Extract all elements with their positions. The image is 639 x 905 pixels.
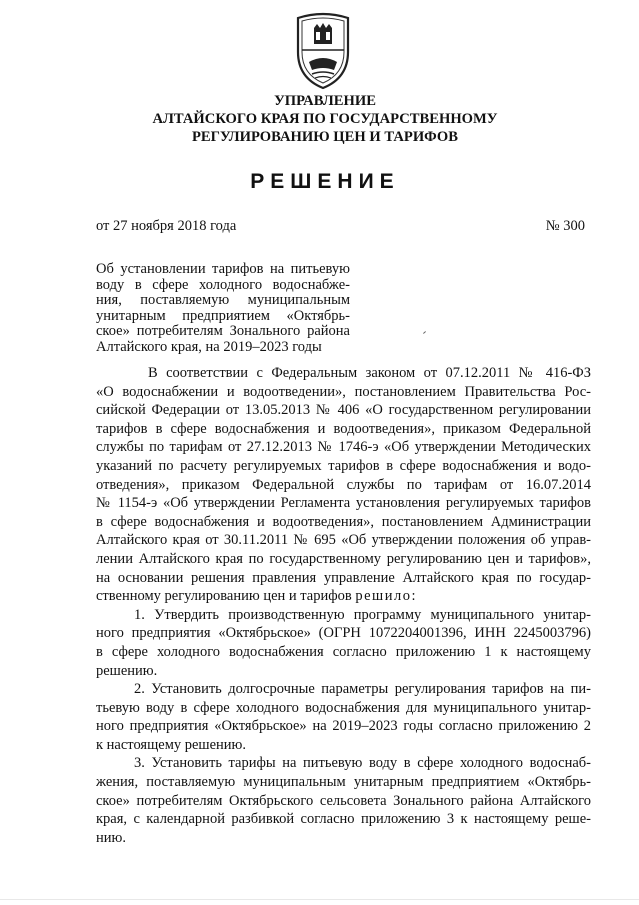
subject-line: унитарным предприятием «Октябрь- (96, 307, 350, 324)
item-1 (96, 606, 591, 680)
item-3 (96, 754, 591, 847)
subject-line: Алтайского края, на 2019–2023 годы (96, 338, 322, 355)
org-line: УПРАВЛЕНИЕ (274, 93, 376, 109)
subject-line: ния, поставляемую муниципальным (96, 292, 350, 309)
body-line: в сфере холодного водоснабжения согласно приложению 1 к настоящему (96, 643, 591, 660)
body-line: сийской Федерации от 13.05.2013 № 406 «О государственном регулировании (96, 402, 591, 419)
body-line: указаний по расчету регулируемых тарифов в сфере водоснабжения и водо- (96, 457, 591, 474)
body-line: тарифов в сфере водоснабжения и водоотведения», приказом Федеральной (96, 420, 591, 437)
preamble (96, 364, 591, 606)
body-line: края, с календарной разбивкой согласно приложению 3 к настоящему реше- (96, 811, 591, 828)
body-line: 2. Установить долгосрочные параметры регулирования тарифов на пи- (134, 681, 591, 698)
coat-of-arms-icon (290, 12, 356, 90)
subject-line: воду в сфере холодного водоснабже- (96, 276, 350, 293)
org-line: АЛТАЙСКОГО КРАЯ ПО ГОСУДАРСТВЕННОМУ (152, 111, 498, 127)
organization-name (60, 92, 590, 146)
document-body (96, 364, 591, 847)
document-subject (96, 262, 350, 356)
subject-line: Об установлении тарифов на питьевую (96, 261, 350, 277)
body-line: жения, поставляемую муниципальным унитарным предприятием «Октябрь- (96, 774, 591, 791)
body-line: 3. Установить тарифы на питьевую воду в сфере холодного водоснаб- (134, 755, 591, 772)
org-line: РЕГУЛИРОВАНИЮ ЦЕН И ТАРИФОВ (192, 129, 458, 145)
scan-mark (423, 331, 426, 334)
body-line: службы по тарифам от 27.12.2013 № 1746-э «Об утверждении Методических (96, 439, 591, 456)
body-line: решению. (96, 662, 158, 679)
body-line: тьевую воду в сфере холодного водоснабжения для муниципального унитар- (96, 699, 591, 716)
document-type-title: РЕШЕНИЕ (250, 170, 400, 193)
body-line: лении Алтайского края по государственному регулированию цен и тарифов», (96, 550, 591, 567)
body-line: ного предприятия «Октябрьское» на 2019–2023 годы согласно приложению 2 (96, 718, 591, 735)
item-2 (96, 680, 591, 754)
body-line: к настоящему решению. (96, 736, 247, 753)
resolution-word: решило (355, 588, 412, 605)
body-line: В соответствии с Федеральным законом от 07.12.2011 № 416-ФЗ (148, 365, 591, 381)
document-date: от 27 ноября 2018 года (96, 218, 237, 234)
body-line: ного предприятия «Октябрьское» (ОГРН 1072204001396, ИНН 2245003796) (96, 625, 591, 642)
body-line: нию. (96, 829, 126, 846)
page-bottom-edge (0, 899, 639, 900)
subject-line: ское» потребителям Зонального района (96, 323, 350, 340)
document-number: № 300 (545, 218, 585, 234)
body-line: № 1154-э «Об утверждении Регламента установления регулируемых тарифов (96, 495, 591, 512)
body-line: 1. Утвердить производственную программу муниципального унитар- (134, 606, 591, 623)
body-text: ственному регулированию цен и тарифов (96, 588, 356, 605)
body-line: отведения», приказом Федеральной службы по тарифам от 16.07.2014 (96, 476, 591, 493)
body-line: в сфере водоснабжения и водоотведения», постановлением Администрации (96, 513, 591, 530)
body-line: Алтайского края от 30.11.2011 № 695 «Об утверждении положения об управ- (96, 532, 591, 549)
body-line: «О водоснабжении и водоотведении», постановлением Правительства Рос- (96, 383, 591, 400)
body-line: ское» потребителям Октябрьского сельсовета Зонального района Алтайского (96, 792, 591, 809)
body-line (96, 587, 591, 606)
body-text: : (411, 588, 416, 605)
body-line: на основании решения правления управление Алтайского края по государ- (96, 569, 591, 586)
